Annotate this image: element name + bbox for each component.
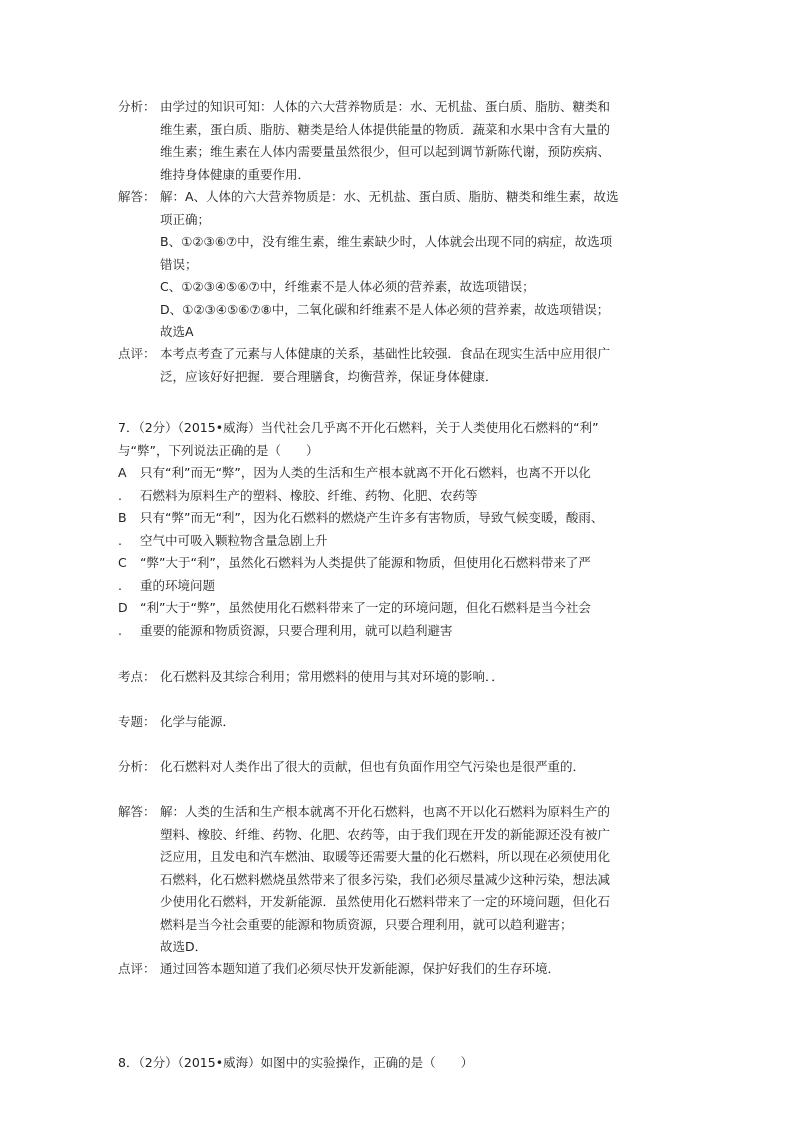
- answer-line: B、①②③⑥⑦中，没有维生素，维生素缺少时，人体就会出现不同的病症，故选项: [160, 234, 613, 249]
- answer-label: 解答：: [118, 189, 156, 204]
- kaodian-text: 化石燃料及其综合利用；常用燃料的使用与其对环境的影响．．: [160, 669, 504, 684]
- zhuanti-label: 专题：: [118, 714, 156, 729]
- prev-comment-section: [118, 343, 678, 388]
- comment-line: 本考点考查了元素与人体健康的关系，基础性比较强．食品在现实生活中应用很广: [160, 346, 611, 361]
- kaodian-label: 考点：: [118, 669, 156, 684]
- question-stem-line: 与“弊”，下列说法正确的是（ ）: [118, 442, 319, 458]
- analysis-line: 维生素，蛋白质、脂肪、糖类是给人体提供能量的物质．蔬菜和水果中含有大量的: [160, 121, 611, 137]
- answer-line: 解：A、人体的六大营养物质是：水、无机盐、蛋白质、脂肪、糖类和维生素，故选: [160, 189, 619, 204]
- option-text-line: 只有“利”而无“弊”，因为人类的生活和生产根本就离不开化石燃料，也离不开以化: [140, 465, 591, 480]
- answer-label: 解答：: [118, 804, 156, 819]
- option-dot: .: [118, 487, 122, 503]
- analysis-line: 由学过的知识可知：人体的六大营养物质是：水、无机盐、蛋白质、脂肪、糖类和: [160, 99, 611, 114]
- comment-label: 点评：: [118, 961, 156, 976]
- option-letter: D: [118, 600, 128, 615]
- zhuanti-text: 化学与能源．: [160, 714, 236, 729]
- answer-line: 故选A: [160, 324, 194, 339]
- prev-analysis-section: [118, 96, 678, 186]
- analysis-line: 维生素；维生素在人体内需要量虽然很少，但可以起到调节新陈代谢，预防疾病、: [160, 144, 611, 159]
- option-text-line: “弊”大于“利”，虽然化石燃料为人类提供了能源和物质，但使用化石燃料带来了严: [140, 555, 591, 570]
- kaodian-section: [118, 666, 678, 689]
- analysis-label: 分析：: [118, 99, 156, 114]
- analysis-text: 化石燃料对人类作出了很大的贡献，但也有负面作用空气污染也是很严重的．: [160, 759, 586, 774]
- option-a: [118, 462, 678, 507]
- answer-line: 少使用化石燃料，开发新能源．虽然使用化石燃料带来了一定的环境问题，但化石: [160, 894, 611, 909]
- option-text-line: 重要的能源和物质资源，只要合理利用，就可以趋利避害: [140, 622, 453, 638]
- option-dot: .: [118, 577, 122, 593]
- answer-line: 解：人类的生活和生产根本就离不开化石燃料，也离不开以化石燃料为原料生产的: [160, 804, 611, 819]
- option-text-line: 只有“弊”而无“利”，因为化石燃料的燃烧产生许多有害物质，导致气候变暖，酸雨、: [140, 510, 604, 525]
- prev-answer-section: [118, 186, 678, 344]
- option-dot: .: [118, 622, 122, 638]
- comment-label: 点评：: [118, 346, 156, 361]
- answer-line: 故选D．: [160, 939, 208, 954]
- question-8-stem: [118, 1052, 473, 1075]
- question-7-stem: [118, 417, 599, 462]
- comment-text: 通过回答本题知道了我们必须尽快开发新能源，保护好我们的生存环境．: [160, 961, 561, 976]
- q7-comment-section: [118, 958, 678, 981]
- option-c: [118, 552, 678, 597]
- answer-line: D、①②③④⑤⑥⑦⑧中，二氧化碳和纤维素不是人体必须的营养素，故选项错误；: [160, 301, 610, 317]
- option-text-line: “利”大于“弊”，虽然使用化石燃料带来了一定的环境问题，但化石燃料是当今社会: [140, 600, 591, 615]
- zhuanti-section: [118, 711, 678, 734]
- option-dot: .: [118, 532, 122, 548]
- option-text-line: 重的环境问题: [140, 577, 216, 593]
- option-letter: A: [118, 465, 127, 480]
- comment-line: 泛，应该好好把握．要合理膳食，均衡营养，保证身体健康．: [160, 368, 498, 384]
- option-b: [118, 507, 678, 552]
- q7-analysis-section: [118, 756, 678, 779]
- answer-line: 错误；: [160, 256, 198, 272]
- option-letter: B: [118, 510, 127, 525]
- answer-line: 石燃料，化石燃料燃烧虽然带来了很多污染，我们必须尽量减少这种污染，想法减: [160, 871, 611, 887]
- question-stem-line: 8．（2分）（2015•威海）如图中的实验操作，正确的是（ ）: [118, 1055, 474, 1070]
- option-d: [118, 597, 678, 642]
- analysis-label: 分析：: [118, 759, 156, 774]
- option-text-line: 空气中可吸入颗粒物含量急剧上升: [140, 532, 328, 548]
- answer-line: 项正确；: [160, 211, 211, 227]
- option-letter: C: [118, 555, 127, 570]
- answer-line: 燃料是当今社会重要的能源和物质资源，只要合理利用，就可以趋利避害；: [160, 916, 573, 932]
- option-text-line: 石燃料为原料生产的塑料、橡胶、纤维、药物、化肥、农药等: [140, 487, 478, 503]
- q7-answer-section: [118, 801, 678, 959]
- answer-line: 塑料、橡胶、纤维、药物、化肥、农药等，由于我们现在开发的新能源还没有被广: [160, 826, 611, 842]
- answer-line: 泛应用，且发电和汽车燃油、取暖等还需要大量的化石燃料，所以现在必须使用化: [160, 849, 611, 864]
- answer-line: C、①②③④⑤⑥⑦中，纤维素不是人体必须的营养素，故选项错误；: [160, 279, 535, 294]
- question-stem-line: 7．（2分）（2015•威海）当代社会几乎离不开化石燃料，关于人类使用化石燃料的“利”: [118, 420, 599, 435]
- analysis-line: 维持身体健康的重要作用．: [160, 166, 311, 182]
